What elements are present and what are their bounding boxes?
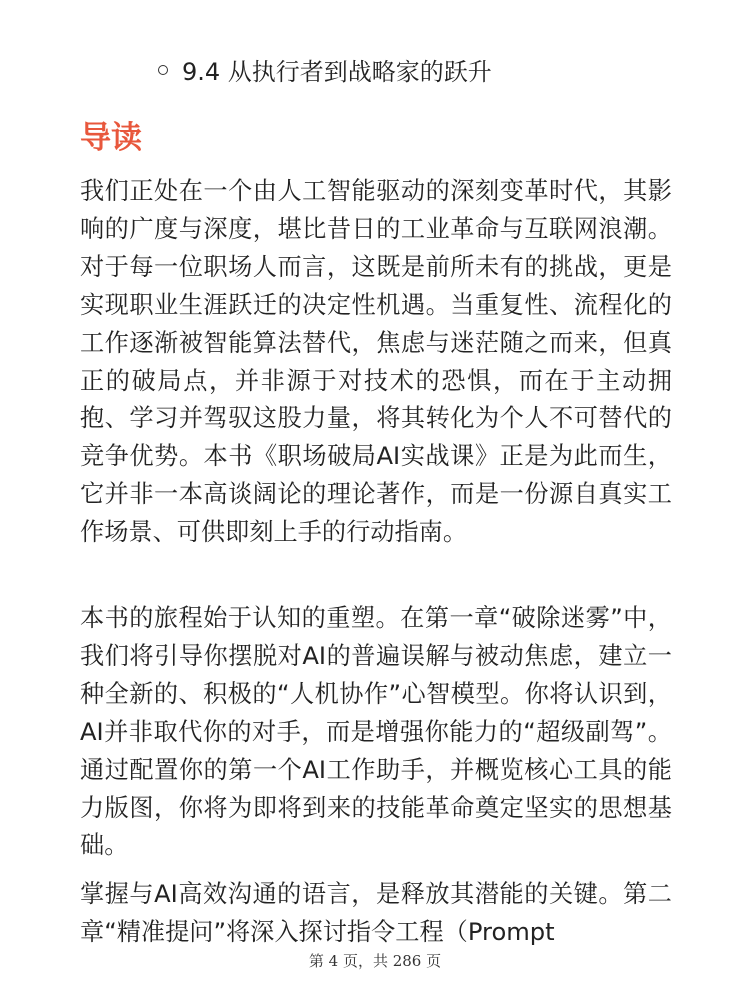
body-paragraph-3: 掌握与AI高效沟通的语言，是释放其潜能的关键。第二章“精准提问”将深入探讨指令工程（Prompt bbox=[80, 880, 672, 946]
body-paragraph-2: 本书的旅程始于认知的重塑。在第一章“破除迷雾”中，我们将引导你摆脱对AI的普遍误解与被动焦虑，建立一种全新的、积极的“人机协作”心智模型。你将认识到，AI并非取代你的对手，而是增强你能力的“超级副驾”。通过配置你的第一个AI工作助手，并概览核心工具的能力版图，你将为即将到来的技能革命奠定坚实的思想基础。 bbox=[80, 604, 672, 860]
hollow-circle-bullet-icon bbox=[158, 65, 168, 75]
toc-item-label: 9.4 从执行者到战略家的跃升 bbox=[182, 58, 492, 86]
body-paragraph-1: 我们正处在一个由人工智能驱动的深刻变革时代，其影响的广度与深度，堪比昔日的工业革命与互联网浪潮。对于每一位职场人而言，这既是前所未有的挑战，更是实现职业生涯跃迁的决定性机遇。当重复性、流程化的工作逐渐被智能算法替代，焦虑与迷茫随之而来，但真正的破局点，并非源于对技术的恐惧，而在于主动拥抱、学习并驾驭这股力量，将其转化为个人不可替代的竞争优势。本书《职场破局AI实战课》正是为此而生，它并非一本高谈阔论的理论著作，而是一份源自真实工作场景、可供即刻上手的行动指南。 bbox=[80, 177, 672, 547]
toc-item[interactable] bbox=[158, 52, 492, 92]
section-heading: 导读 bbox=[80, 120, 142, 156]
page-footer: 第 4 页，共 286 页 bbox=[308, 952, 442, 970]
